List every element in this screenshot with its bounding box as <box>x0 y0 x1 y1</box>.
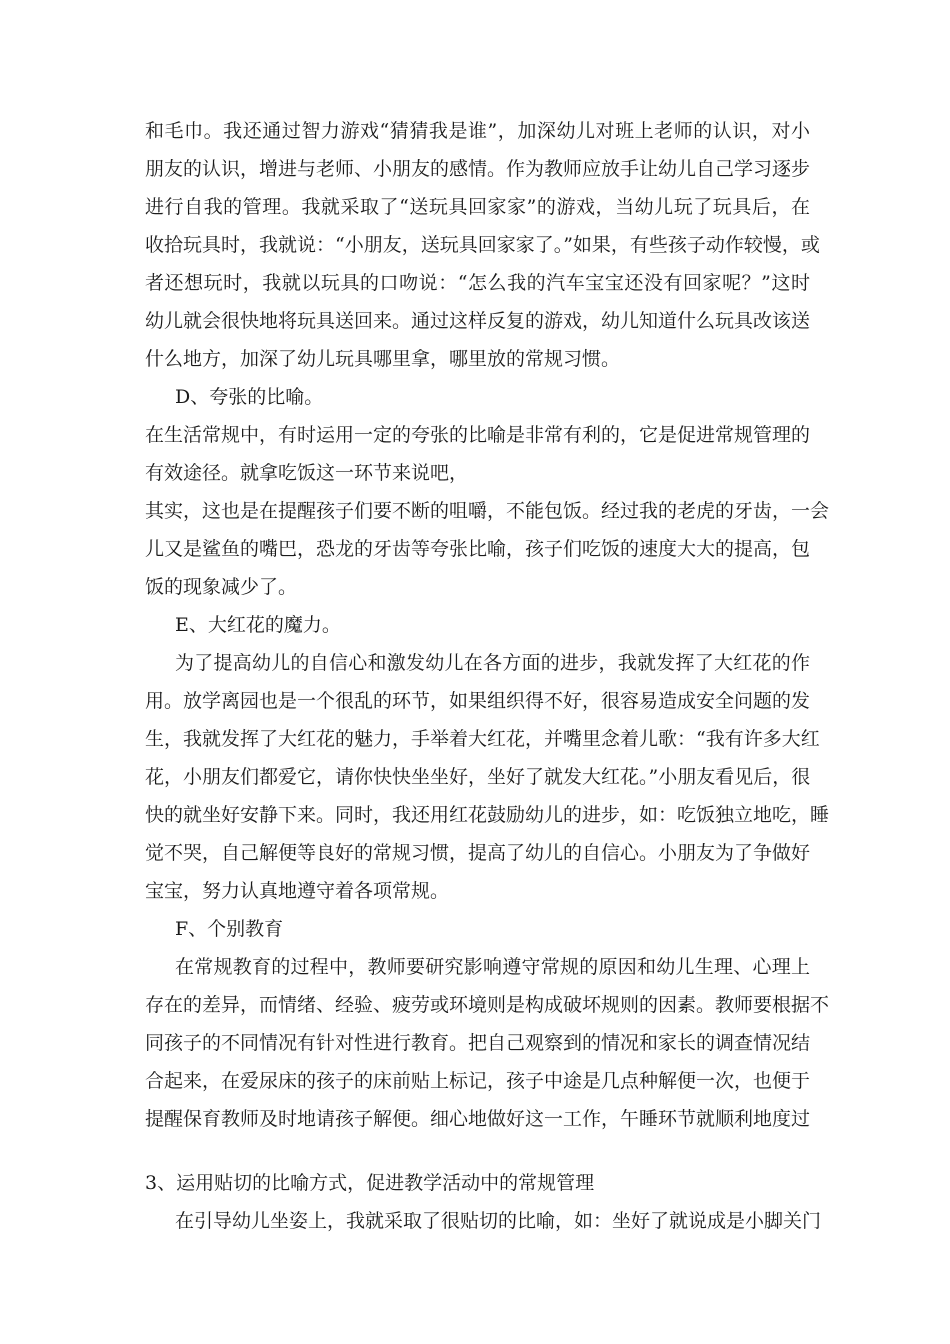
text-line: 同孩子的不同情况有针对性进行教育。把自己观察到的情况和家长的调查情况结 <box>145 1032 811 1054</box>
text-line: 花，小朋友们都爱它，请你快快坐坐好，坐好了就发大红花。”小朋友看见后，很 <box>145 766 811 788</box>
text-line: 幼儿就会很快地将玩具送回来。通过这样反复的游戏，幼儿知道什么玩具改该送 <box>145 310 811 332</box>
text-line: 进行自我的管理。我就采取了“送玩具回家家”的游戏，当幼儿玩了玩具后，在 <box>145 196 810 218</box>
text-line: 朋友的认识，增进与老师、小朋友的感情。作为教师应放手让幼儿自己学习逐步 <box>145 158 811 180</box>
text-line: 用。放学离园也是一个很乱的环节，如果组织得不好，很容易造成安全问题的发 <box>145 690 811 712</box>
text-line: 存在的差异，而情绪、经验、疲劳或环境则是构成破坏规则的因素。教师要根据不 <box>145 994 830 1016</box>
text-line: 为了提高幼儿的自信心和激发幼儿在各方面的进步，我就发挥了大红花的作 <box>175 652 810 674</box>
text-line: 其实，这也是在提醒孩子们要不断的咀嚼，不能包饭。经过我的老虎的牙齿，一会 <box>145 500 830 522</box>
section-heading: E、大红花的魔力。 <box>175 614 341 636</box>
text-line: 在生活常规中，有时运用一定的夸张的比喻是非常有利的，它是促进常规管理的 <box>145 424 811 446</box>
text-line: 儿又是鲨鱼的嘴巴，恐龙的牙齿等夸张比喻，孩子们吃饭的速度大大的提高，包 <box>145 538 811 560</box>
text-line: 快的就坐好安静下来。同时，我还用红花鼓励幼儿的进步，如：吃饭独立地吃，睡 <box>145 804 830 826</box>
text-line: 在常规教育的过程中，教师要研究影响遵守常规的原因和幼儿生理、心理上 <box>175 956 810 978</box>
section-heading: F、个别教育 <box>175 918 284 940</box>
text-line: 者还想玩时，我就以玩具的口吻说：“怎么我的汽车宝宝还没有回家呢？”这时 <box>145 272 810 294</box>
text-line: 饭的现象减少了。 <box>145 576 298 598</box>
section-heading: D、夸张的比喻。 <box>175 386 324 408</box>
text-line: 宝宝，努力认真地遵守着各项常规。 <box>145 880 450 902</box>
text-line: 和毛巾。我还通过智力游戏“猜猜我是谁”，加深幼儿对班上老师的认识，对小 <box>145 120 810 142</box>
text-line: 有效途径。就拿吃饭这一环节来说吧， <box>145 462 469 484</box>
text-line: 觉不哭，自己解便等良好的常规习惯，提高了幼儿的自信心。小朋友为了争做好 <box>145 842 811 864</box>
section-heading: 3、运用贴切的比喻方式，促进教学活动中的常规管理 <box>145 1172 595 1194</box>
text-line: 在引导幼儿坐姿上，我就采取了很贴切的比喻，如：坐好了就说成是小脚关门 <box>175 1210 822 1232</box>
text-line: 什么地方，加深了幼儿玩具哪里拿，哪里放的常规习惯。 <box>145 348 621 370</box>
text-line: 收拾玩具时，我就说：“小朋友，送玩具回家家了。”如果，有些孩子动作较慢，或 <box>145 234 820 256</box>
text-line: 生，我就发挥了大红花的魅力，手举着大红花，并嘴里念着儿歌：“我有许多大红 <box>145 728 820 750</box>
text-line: 合起来，在爱尿床的孩子的床前贴上标记，孩子中途是几点种解便一次，也便于 <box>145 1070 811 1092</box>
text-line: 提醒保育教师及时地请孩子解便。细心地做好这一工作，午睡环节就顺利地度过 <box>145 1108 811 1130</box>
